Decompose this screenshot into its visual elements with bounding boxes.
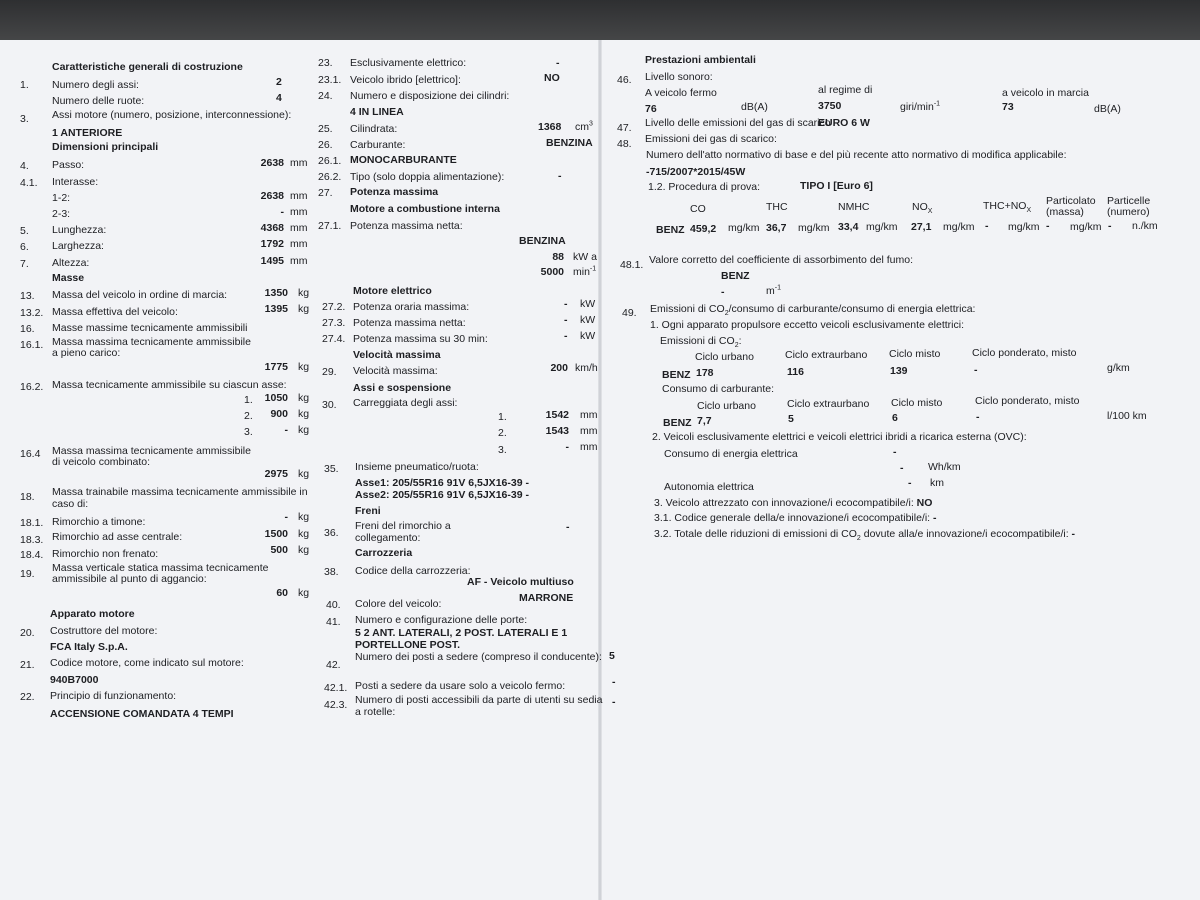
section-title: Carrozzeria <box>355 547 413 559</box>
field-label: Passo: <box>52 159 85 171</box>
field-value: - <box>558 170 562 182</box>
field-label: Numero delle ruote: <box>52 95 145 107</box>
column-header: THC <box>766 201 788 213</box>
section-title: Motore elettrico <box>353 285 432 297</box>
section-title: Velocità massima <box>353 349 441 361</box>
field-label: Massa massima tecnicamente ammissibile <box>52 336 251 348</box>
unit: $\min^{-1}$ <box>573 265 597 278</box>
item-number: 4.1. <box>20 177 38 189</box>
field-label: Tipo (solo doppia alimentazione): <box>350 171 505 183</box>
field-label: 1.2. Procedura di prova: <box>648 181 761 193</box>
unit: km/h <box>575 362 598 374</box>
field-label: Consumo di energia elettrica <box>664 448 798 460</box>
field-value: - <box>1071 528 1076 540</box>
field-value: 73 <box>1002 101 1014 113</box>
label-text: dovute alla/e innovazione/i ecocompatibile/i: <box>860 528 1069 540</box>
consumption-value: - <box>976 411 980 423</box>
unit: mm <box>290 238 308 250</box>
item-number: 42. <box>326 659 341 671</box>
unit: l/100 km <box>1107 410 1147 422</box>
unit: kg <box>298 408 310 420</box>
emission-value: 459,2 <box>690 223 717 235</box>
column-header-text: NO <box>912 201 928 213</box>
unit-text: m <box>766 285 775 297</box>
field-label: 1. Ogni apparato propulsore eccetto veicoli esclusivamente elettrici: <box>650 319 964 331</box>
unit: kg <box>298 303 310 315</box>
item-number: 42.1. <box>324 682 348 694</box>
field-value: 2 <box>276 76 282 88</box>
field-value: - <box>566 521 570 533</box>
unit: giri/$\min^{-1}$ <box>900 100 941 113</box>
unit: mg/km <box>728 222 760 234</box>
label-subscript: 2 <box>724 310 729 318</box>
section-title: Prestazioni ambientali <box>645 54 756 66</box>
field-value: 1775 <box>264 361 288 373</box>
field-value: 1495 <box>260 255 284 267</box>
label-text: 3. Veicolo attrezzato con innovazione/i ecocompatibile/i: <box>654 497 914 509</box>
field-value: - <box>284 424 288 436</box>
field-label: di veicolo combinato: <box>52 456 151 468</box>
field-value: ACCENSIONE COMANDATA 4 TEMPI <box>50 708 234 720</box>
field-label: Numero e configurazione delle porte: <box>355 614 528 626</box>
column-header: Ciclo ponderato, misto <box>975 395 1080 407</box>
unit-text: giri/min <box>900 101 934 113</box>
item-number: 30. <box>322 399 337 411</box>
column-header <box>983 200 1032 215</box>
column-header: Ciclo extraurbano <box>787 398 870 410</box>
item-number: 4. <box>20 160 29 172</box>
field-label: Carreggiata degli assi: <box>353 397 458 409</box>
page-fold <box>598 40 602 900</box>
field-label: Massa massima tecnicamente ammissibile <box>52 445 251 457</box>
emission-value: 33,4 <box>838 221 859 233</box>
axle-number: 3. <box>244 426 253 438</box>
field-value: BENZINA <box>519 235 566 247</box>
item-number: 16.2. <box>20 381 44 393</box>
field-value: 60 <box>276 587 288 599</box>
item-number: 46. <box>617 74 632 86</box>
item-number: 19. <box>20 568 35 580</box>
field-label: Consumo di carburante: <box>662 383 775 395</box>
item-number: 5. <box>20 225 29 237</box>
field-value: 88 <box>552 251 564 263</box>
track-number: 3. <box>498 444 507 456</box>
section-title: Motore a combustione interna <box>350 203 500 215</box>
item-number: 42.3. <box>324 699 348 711</box>
field-value: PORTELLONE POST. <box>355 639 461 651</box>
column-header-text: THC+NO <box>983 200 1027 212</box>
label-text: /consumo di carburante/consumo di energia elettrica: <box>728 303 976 315</box>
unit: kg <box>298 424 310 436</box>
item-number: 26.2. <box>318 171 342 183</box>
item-number: 18. <box>20 491 35 503</box>
emission-value: - <box>985 220 989 232</box>
field-value: 76 <box>645 103 657 115</box>
item-number: 26.1. <box>318 155 342 167</box>
field-label: Potenza oraria massima: <box>353 301 470 313</box>
field-label: Numero dell'atto normativo di base e del più recente atto normativo di modifica applicabile: <box>646 149 1067 161</box>
column-header: NMHC <box>838 201 870 213</box>
field-label: Livello sonoro: <box>645 71 713 83</box>
item-number: 35. <box>324 463 339 475</box>
fuel-label: BENZ <box>662 369 691 381</box>
field-label: 2-3: <box>52 208 71 220</box>
field-value: - <box>284 511 288 523</box>
item-number: 27.4. <box>322 333 346 345</box>
track-number: 1. <box>498 411 507 423</box>
field-value: - <box>280 206 284 218</box>
field-label: Emissioni dei gas di scarico: <box>645 133 777 145</box>
item-number: 13.2. <box>20 307 44 319</box>
item-number: 48. <box>617 138 632 150</box>
column-header: Ciclo extraurbano <box>785 349 868 361</box>
field-label: Potenza massima netta: <box>353 317 466 329</box>
label-text: 3.1. Codice generale della/e innovazione/i ecocompatibile/i: <box>654 512 931 524</box>
item-number: 16.1. <box>20 339 44 351</box>
unit: dB(A) <box>1094 103 1121 115</box>
unit: mm <box>290 255 308 267</box>
column-header: Particolato <box>1046 195 1096 207</box>
field-label: Autonomia elettrica <box>664 481 754 493</box>
unit: mm <box>580 409 598 421</box>
field-label: Posti a sedere da usare solo a veicolo fermo: <box>355 680 566 692</box>
column-header <box>912 201 933 216</box>
field-label <box>654 528 1076 543</box>
co2-value: 139 <box>890 365 908 377</box>
emission-value: - <box>1108 220 1112 232</box>
item-number: 20. <box>20 627 35 639</box>
field-value: Asse1: 205/55R16 91V 6,5JX16-39 - <box>355 477 529 489</box>
field-label: Larghezza: <box>52 240 104 252</box>
field-value: - <box>893 446 897 458</box>
field-label: Carburante: <box>350 139 406 151</box>
field-label: Velocità massima: <box>353 365 438 377</box>
item-number: 13. <box>20 290 35 302</box>
column-header: (massa) <box>1046 206 1084 218</box>
field-value: - <box>612 676 616 688</box>
field-value: FCA Italy S.p.A. <box>50 641 128 653</box>
item-number: 3. <box>20 113 29 125</box>
field-label: Codice motore, come indicato sul motore: <box>50 657 244 669</box>
item-number: 40. <box>326 599 341 611</box>
field-label: Numero di posti accessibili da parte di utenti su sedia <box>355 694 603 706</box>
unit: mm <box>290 206 308 218</box>
field-value: 1368 <box>538 121 562 133</box>
item-number: 18.3. <box>20 534 44 546</box>
unit: mg/km <box>943 221 975 233</box>
unit: mm <box>290 190 308 202</box>
field-value: BENZ <box>721 270 750 282</box>
section-title: Dimensioni principali <box>52 141 159 153</box>
column-header: CO <box>690 203 706 215</box>
item-number: 27. <box>318 187 333 199</box>
unit: mm <box>290 222 308 234</box>
emission-value: 36,7 <box>766 222 787 234</box>
item-number: 25. <box>318 123 333 135</box>
field-value: 4 IN LINEA <box>350 106 404 118</box>
item-number: 1. <box>20 79 29 91</box>
field-value: -715/2007*2015/45W <box>646 166 746 178</box>
unit: mm <box>580 441 598 453</box>
field-value: 2638 <box>260 190 284 202</box>
unit: mg/km <box>866 221 898 233</box>
column-header-subscript: X <box>927 208 933 216</box>
field-value: 5000 <box>540 266 564 278</box>
field-value: 1395 <box>264 303 288 315</box>
column-header: Ciclo urbano <box>695 351 754 363</box>
field-label: a veicolo in marcia <box>1002 87 1089 99</box>
field-label <box>650 303 976 318</box>
unit: kg <box>298 587 310 599</box>
field-value: - <box>612 696 616 708</box>
section-title: Potenza massima <box>350 186 439 198</box>
item-number: 27.1. <box>318 220 342 232</box>
field-label: Massa trainabile massima tecnicamente ammissibile in <box>52 486 308 498</box>
item-number: 23.1. <box>318 74 342 86</box>
item-number: 27.3. <box>322 317 346 329</box>
unit: kW a <box>573 251 597 263</box>
section-title: Caratteristiche generali di costruzione <box>52 61 243 73</box>
emission-value: - <box>1046 220 1050 232</box>
field-value: TIPO I [Euro 6] <box>800 180 873 192</box>
field-value: 940B7000 <box>50 674 99 686</box>
field-label: Numero degli assi: <box>52 79 139 91</box>
field-value: - <box>564 314 568 326</box>
column-header: Ciclo misto <box>891 397 943 409</box>
field-label: Masse massime tecnicamente ammissibili <box>52 322 248 334</box>
field-value: MONOCARBURANTE <box>350 154 457 166</box>
consumption-value: 6 <box>892 412 898 424</box>
field-label: Rimorchio ad asse centrale: <box>52 531 183 543</box>
field-label: Cilindrata: <box>350 123 398 135</box>
column-header-subscript: X <box>1026 207 1032 215</box>
label-text: Emissioni di CO <box>650 303 725 315</box>
field-label: Potenza massima su 30 min: <box>353 333 488 345</box>
item-number: 23. <box>318 57 333 69</box>
column-header: Ciclo urbano <box>697 400 756 412</box>
field-label: Insieme pneumatico/ruota: <box>355 461 479 473</box>
label-subscript: 2 <box>734 342 739 350</box>
field-label: Esclusivamente elettrico: <box>350 57 467 69</box>
field-label <box>654 497 932 509</box>
field-value: 3750 <box>818 100 842 112</box>
field-label: Massa del veicolo in ordine di marcia: <box>52 289 228 301</box>
unit: km <box>930 477 944 489</box>
field-label: al regime di <box>818 84 873 96</box>
field-value: 4368 <box>260 222 284 234</box>
unit: mg/km <box>1070 221 1102 233</box>
field-label: Interasse: <box>52 176 99 188</box>
track-number: 2. <box>498 427 507 439</box>
field-label: Numero e disposizione dei cilindri: <box>350 90 510 102</box>
column-header: Particelle <box>1107 195 1151 207</box>
field-value: NO <box>544 72 560 84</box>
unit: kg <box>298 528 310 540</box>
section-title: Apparato motore <box>50 608 135 620</box>
unit: Wh/km <box>928 461 961 473</box>
field-value: 1500 <box>264 528 288 540</box>
field-value: 1543 <box>545 425 569 437</box>
field-value: - <box>721 286 725 298</box>
field-value: - <box>565 441 569 453</box>
item-number: 18.1. <box>20 517 44 529</box>
unit: kW <box>580 330 596 342</box>
field-value: - <box>564 298 568 310</box>
unit: kW <box>580 314 596 326</box>
field-label: Potenza massima netta: <box>350 220 463 232</box>
column-header: (numero) <box>1107 206 1150 218</box>
field-value: 4 <box>276 92 282 104</box>
field-label: Numero dei posti a sedere (compreso il conducente): <box>355 651 602 663</box>
field-label: Altezza: <box>52 257 90 269</box>
unit: kg <box>298 511 310 523</box>
field-value: NO <box>916 497 933 509</box>
field-value: MARRONE <box>519 592 574 604</box>
unit: kg <box>298 392 310 404</box>
item-number: 26. <box>318 139 333 151</box>
field-label: Massa tecnicamente ammissibile su ciascun asse: <box>52 379 287 391</box>
section-title: Freni <box>355 505 381 517</box>
unit: kW <box>580 298 596 310</box>
item-number: 7. <box>20 258 29 270</box>
field-label <box>654 512 937 524</box>
field-label: Assi motore (numero, posizione, interconnessione): <box>52 109 292 121</box>
field-label: Valore corretto del coefficiente di assorbimento del fumo: <box>649 254 914 266</box>
field-value: 2638 <box>260 157 284 169</box>
unit: kg <box>298 287 310 299</box>
co2-value: 178 <box>696 367 714 379</box>
table-background <box>0 0 1200 44</box>
section-title: Masse <box>52 272 85 284</box>
field-value: 900 <box>270 408 288 420</box>
label-text: Emissioni di CO <box>660 335 735 347</box>
unit: dB(A) <box>741 101 768 113</box>
item-number: 27.2. <box>322 301 346 313</box>
field-value: 1350 <box>264 287 288 299</box>
field-value: AF - Veicolo multiuso <box>467 576 574 588</box>
field-value: 1 ANTERIORE <box>52 127 123 139</box>
unit: mm <box>290 157 308 169</box>
unit: $cm^3$ <box>575 120 593 133</box>
field-label: Massa effettiva del veicolo: <box>52 306 178 318</box>
field-label: Emissioni di $CO_2$: <box>660 335 742 350</box>
unit-text: cm <box>575 121 589 133</box>
consumption-value: 7,7 <box>697 415 712 427</box>
item-number: 16.4 <box>20 448 41 460</box>
field-label: Rimorchio a timone: <box>52 516 146 528</box>
field-value: Asse2: 205/55R16 91V 6,5JX16-39 - <box>355 489 529 501</box>
co2-value: 116 <box>787 366 804 378</box>
item-number: 6. <box>20 241 29 253</box>
fuel-label: BENZ <box>656 224 685 236</box>
field-label: Veicolo ibrido [elettrico]: <box>350 74 461 86</box>
field-label: Principio di funzionamento: <box>50 690 177 702</box>
field-value: - <box>933 512 937 524</box>
axle-number: 1. <box>244 394 253 406</box>
unit: kg <box>298 468 310 480</box>
field-value: 2975 <box>264 468 288 480</box>
field-label: Lunghezza: <box>52 224 107 236</box>
item-number: 38. <box>324 566 339 578</box>
field-value: 200 <box>550 362 568 374</box>
unit: kg <box>298 361 310 373</box>
item-number: 48.1. <box>620 259 644 271</box>
field-label: A veicolo fermo <box>645 87 717 99</box>
column-header: Ciclo ponderato, misto <box>972 347 1077 359</box>
unit: mg/km <box>1008 221 1040 233</box>
field-label: collegamento: <box>355 532 421 544</box>
item-number: 22. <box>20 691 35 703</box>
unit: kg <box>298 544 310 556</box>
field-label: a rotelle: <box>355 706 396 718</box>
field-label: Colore del veicolo: <box>355 598 442 610</box>
emission-value: 27,1 <box>911 221 932 233</box>
field-value: EURO 6 W <box>818 117 870 129</box>
item-number: 49. <box>622 307 637 319</box>
field-label: ammissibile al punto di aggancio: <box>52 573 207 585</box>
field-value: 1050 <box>264 392 288 404</box>
field-value: 1542 <box>545 409 569 421</box>
axle-number: 2. <box>244 410 253 422</box>
item-number: 18.4. <box>20 549 44 561</box>
field-value: 500 <box>270 544 288 556</box>
column-header: Ciclo misto <box>889 348 941 360</box>
section-title: Assi e sospensione <box>353 382 452 394</box>
field-label: 1-2: <box>52 192 71 204</box>
unit: mg/km <box>798 222 830 234</box>
consumption-value: 5 <box>788 413 794 425</box>
label-text: 3.2. Totale delle riduzioni di emissioni di CO <box>654 528 857 540</box>
field-value: 5 <box>609 650 615 662</box>
fuel-label: BENZ <box>663 417 692 429</box>
unit: g/km <box>1107 362 1130 374</box>
item-number: 47. <box>617 122 632 134</box>
item-number: 41. <box>326 616 341 628</box>
unit: $m^{-1}$ <box>766 284 781 297</box>
field-value: BENZINA <box>546 137 593 149</box>
field-label: Codice della carrozzeria: <box>355 565 471 577</box>
item-number: 24. <box>318 90 333 102</box>
field-label: Livello delle emissioni del gas di scarico <box>645 117 831 129</box>
item-number: 21. <box>20 659 35 671</box>
field-label: Rimorchio non frenato: <box>52 548 159 560</box>
field-value: - <box>908 477 912 489</box>
item-number: 16. <box>20 323 35 335</box>
field-value: 5 2 ANT. LATERALI, 2 POST. LATERALI E 1 <box>355 627 568 639</box>
field-value: - <box>900 462 904 474</box>
unit-text: min <box>573 266 590 278</box>
field-label: Freni del rimorchio a <box>355 520 451 532</box>
item-number: 29. <box>322 366 337 378</box>
field-label: caso di: <box>52 498 89 510</box>
field-label: Massa verticale statica massima tecnicamente <box>52 562 269 574</box>
field-value: - <box>556 57 560 69</box>
field-label: 2. Veicoli esclusivamente elettrici e veicoli elettrici ibridi a ricarica esterna (OVC): <box>652 431 1027 443</box>
co2-value: - <box>974 364 978 376</box>
item-number: 36. <box>324 527 339 539</box>
unit: mm <box>580 425 598 437</box>
unit: n./km <box>1132 220 1158 232</box>
field-label: Costruttore del motore: <box>50 625 158 637</box>
label-subscript: 2 <box>856 535 861 543</box>
field-value: 1792 <box>260 238 284 250</box>
field-label: a pieno carico: <box>52 347 121 359</box>
field-value: - <box>564 330 568 342</box>
